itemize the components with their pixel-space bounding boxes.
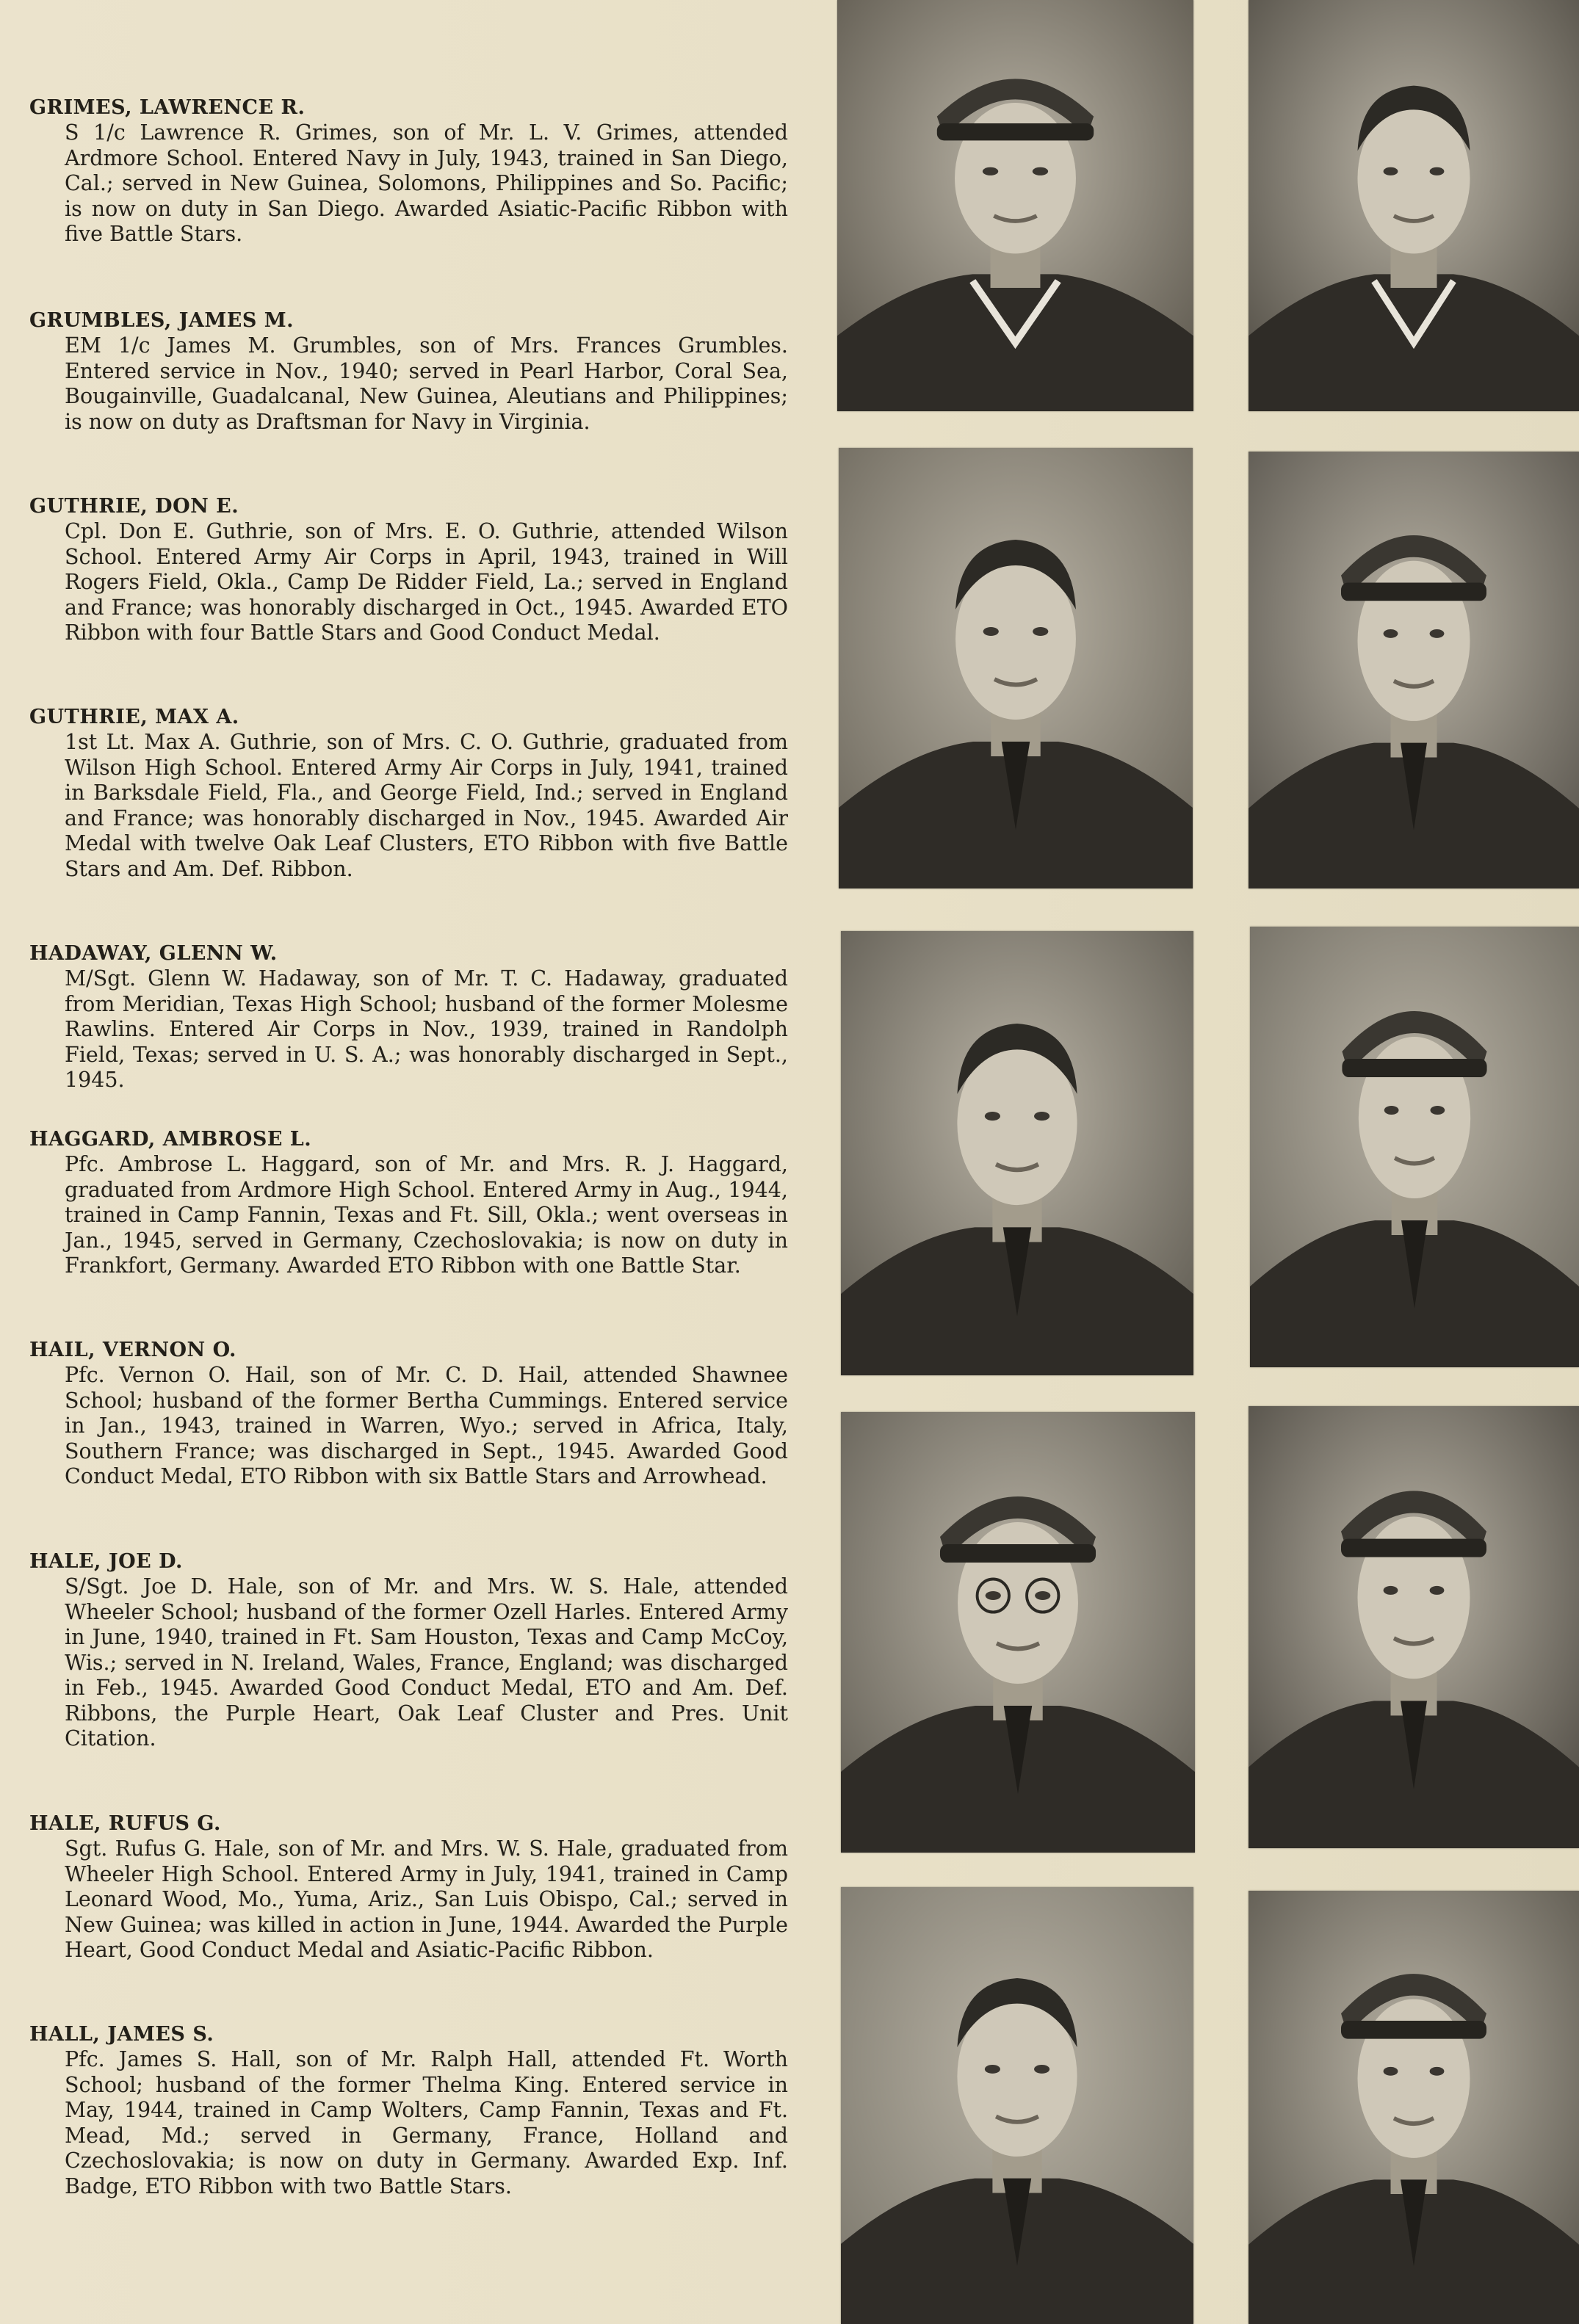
portrait-photo — [837, 0, 1193, 411]
cap-brim — [1341, 1539, 1486, 1557]
entry-name: HAIL, VERNON O. — [29, 1339, 236, 1361]
entry-name: GUTHRIE, MAX A. — [29, 706, 239, 728]
portrait-svg — [839, 448, 1193, 888]
entry-name: HALE, JOE D. — [29, 1550, 183, 1573]
eye-left — [983, 167, 998, 175]
portrait-photo — [841, 1887, 1193, 2324]
eye-right — [1430, 1586, 1445, 1595]
entry-name: GUTHRIE, DON E. — [29, 495, 239, 518]
portrait-svg — [1249, 1406, 1579, 1848]
portrait-svg — [1249, 1891, 1579, 2324]
portrait-svg — [1249, 0, 1579, 411]
eye-right — [1430, 167, 1445, 175]
entry-name: HALL, JAMES S. — [29, 2023, 214, 2046]
eye-left — [1384, 167, 1398, 175]
entry-body: Cpl. Don E. Guthrie, son of Mrs. E. O. Guthrie, attended Wilson School. Entered Army Air Corps in April, 1943, trained in Will Rogers Field, Okla., Camp De Ridder Field, La.; served in England and France; was honorably discharged in Oct., 1945. Awarded ETO Ribbon with four Battle Stars and Good Conduct Medal. — [65, 519, 788, 645]
entry-haggard — [29, 1127, 788, 1279]
entry-guthrie-max — [29, 705, 788, 882]
eye-left — [1384, 1586, 1398, 1595]
portrait-photo — [841, 1412, 1195, 1853]
entry-body: Sgt. Rufus G. Hale, son of Mr. and Mrs. W. S. Hale, graduated from Wheeler High School. Entered Army in July, 1941, trained in Camp Leonard Wood, Mo., Yuma, Ariz., San Luis Obispo, Cal.; served in New Guinea; was killed in action in June, 1944. Awarded the Purple Heart, Good Conduct Medal and Asiatic-Pacific Ribbon. — [65, 1836, 788, 1962]
cap-brim — [1341, 2021, 1486, 2039]
eye-right — [1431, 1106, 1445, 1115]
eye-right — [1430, 629, 1445, 638]
cap-brim — [940, 1544, 1096, 1563]
portrait-photo — [1250, 927, 1579, 1367]
entry-body: Pfc. James S. Hall, son of Mr. Ralph Hall, attended Ft. Worth School; husband of the former Thelma King. Entered service in May, 1944, trained in Camp Wolters, Camp Fannin, Texas and Ft. Mead, Md.; served in Germany, France, Holland and Czechoslovakia; is now on duty in Germany. Awarded Exp. Inf. Badge, ETO Ribbon with two Battle Stars. — [65, 2047, 788, 2198]
eye-right — [1430, 2067, 1445, 2076]
entry-hail — [29, 1338, 788, 1490]
eye-right — [1034, 1112, 1049, 1121]
cap-brim — [1342, 1059, 1486, 1077]
entry-name: GRUMBLES, JAMES M. — [29, 309, 295, 332]
eye-left — [986, 1591, 1001, 1600]
entry-hadaway — [29, 941, 788, 1093]
entry-guthrie-don — [29, 494, 788, 646]
entry-hale-rufus — [29, 1811, 788, 1963]
eye-left — [983, 627, 999, 636]
portrait-photo — [1249, 1891, 1579, 2324]
entry-body: 1st Lt. Max A. Guthrie, son of Mrs. C. O. Guthrie, graduated from Wilson High School. Entered Army Air Corps in July, 1941, trained in Barksdale Field, Fla., and George Field, Ind.; served in England and France; was honorably discharged in Nov., 1945. Awarded Air Medal with twelve Oak Leaf Clusters, ETO Ribbon with five Battle Stars and Am. Def. Ribbon. — [65, 730, 788, 881]
entry-body: M/Sgt. Glenn W. Hadaway, son of Mr. T. C. Hadaway, graduated from Meridian, Texas High School; husband of the former Molesme Rawlins. Entered Air Corps in Nov., 1939, trained in Randolph Field, Texas; served in U. S. A.; was honorably discharged in Sept., 1945. — [65, 966, 788, 1092]
portrait-photo — [839, 448, 1193, 888]
portrait-svg — [841, 931, 1193, 1375]
eye-right — [1035, 1591, 1050, 1600]
portrait-svg — [1250, 927, 1579, 1367]
portrait-svg — [841, 1412, 1195, 1853]
entry-name: HAGGARD, AMBROSE L. — [29, 1128, 312, 1151]
portrait-photo — [1249, 0, 1579, 411]
portrait-photo — [1249, 1406, 1579, 1848]
entry-name: HALE, RUFUS G. — [29, 1812, 221, 1835]
portrait-photo — [1249, 452, 1579, 888]
eye-right — [1033, 167, 1048, 175]
entry-body: Pfc. Vernon O. Hail, son of Mr. C. D. Hail, attended Shawnee School; husband of the former Bertha Cummings. Entered service in Jan., 1943, trained in Warren, Wyo.; served in Africa, Italy, Southern France; was discharged in Sept., 1945. Awarded Good Conduct Medal, ETO Ribbon with six Battle Stars and Arrowhead. — [65, 1363, 788, 1488]
entry-hale-joe — [29, 1549, 788, 1752]
eye-right — [1033, 627, 1048, 636]
eye-left — [1384, 629, 1398, 638]
entry-body: S/Sgt. Joe D. Hale, son of Mr. and Mrs. W. S. Hale, attended Wheeler School; husband of the former Ozell Harles. Entered Army in June, 1940, trained in Ft. Sam Houston, Texas and Camp McCoy, Wis.; served in N. Ireland, Wales, France, England; was discharged in Feb., 1945. Awarded Good Conduct Medal, ETO and Am. Def. Ribbons, the Purple Heart, Oak Leaf Cluster and Pres. Unit Citation. — [65, 1574, 788, 1751]
cap-brim — [937, 123, 1094, 140]
portrait-photo — [841, 931, 1193, 1375]
cap-brim — [1341, 583, 1486, 601]
eye-right — [1034, 2065, 1049, 2074]
entry-body: Pfc. Ambrose L. Haggard, son of Mr. and Mrs. R. J. Haggard, graduated from Ardmore High School. Entered Army in Aug., 1944, trained in Camp Fannin, Texas and Ft. Sill, Okla.; went overseas in Jan., 1945, served in Germany, Czechoslovakia; is now on duty in Frankfort, Germany. Awarded ETO Ribbon with one Battle Star. — [65, 1152, 788, 1278]
eye-left — [985, 1112, 1000, 1121]
entry-grimes — [29, 95, 788, 247]
eye-left — [1384, 2067, 1398, 2076]
portrait-svg — [1249, 452, 1579, 888]
entry-name: GRIMES, LAWRENCE R. — [29, 96, 306, 119]
portrait-svg — [837, 0, 1193, 411]
portrait-svg — [841, 1887, 1193, 2324]
eye-left — [985, 2065, 1000, 2074]
entry-hall — [29, 2022, 788, 2199]
entry-body: S 1/c Lawrence R. Grimes, son of Mr. L. V. Grimes, attended Ardmore School. Entered Navy in July, 1943, trained in San Diego, Cal.; served in New Guinea, Solomons, Philippines and So. Pacific; is now on duty in San Diego. Awarded Asiatic-Pacific Ribbon with five Battle Stars. — [65, 120, 788, 246]
entry-name: HADAWAY, GLENN W. — [29, 942, 278, 965]
entry-body: EM 1/c James M. Grumbles, son of Mrs. Frances Grumbles. Entered service in Nov., 1940; served in Pearl Harbor, Coral Sea, Bougainville, Guadalcanal, New Guinea, Aleutians and Philippines; is now on duty as Draftsman for Navy in Virginia. — [65, 333, 788, 434]
entry-grumbles — [29, 308, 788, 435]
eye-left — [1384, 1106, 1399, 1115]
